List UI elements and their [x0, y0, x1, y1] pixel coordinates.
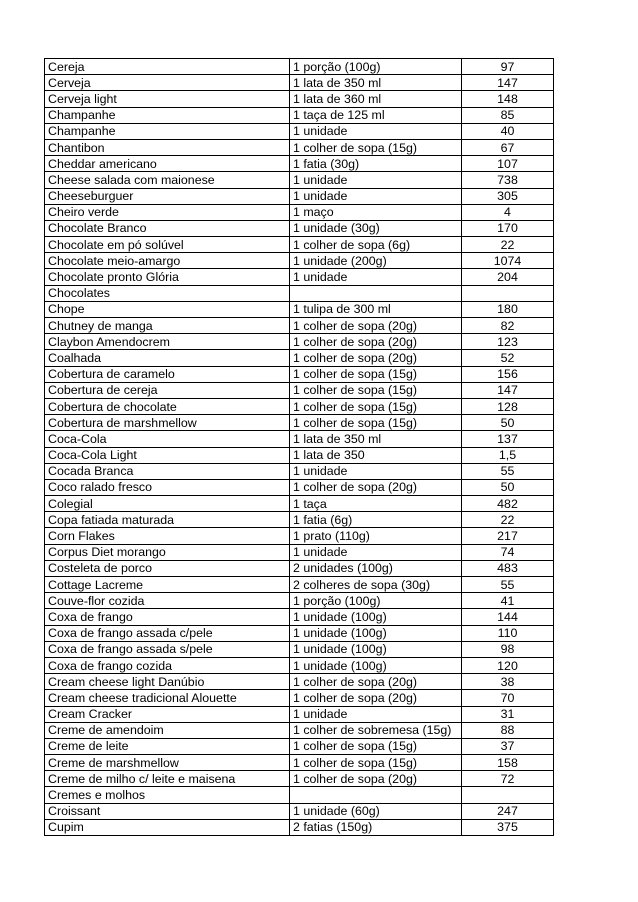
portion-cell: 2 fatias (150g)	[290, 819, 462, 835]
portion-cell: 1 colher de sopa (20g)	[290, 318, 462, 334]
table-row	[45, 366, 554, 382]
table-row	[45, 593, 554, 609]
calories-cell: 137	[462, 431, 554, 447]
food-name-cell: Creme de milho c/ leite e maisena	[45, 771, 290, 787]
calories-cell: 247	[462, 803, 554, 819]
table-row	[45, 722, 554, 738]
table-row	[45, 755, 554, 771]
calories-cell: 41	[462, 593, 554, 609]
calories-cell: 123	[462, 334, 554, 350]
food-name-cell: Couve-flor cozida	[45, 593, 290, 609]
food-name-cell: Cobertura de marshmellow	[45, 415, 290, 431]
table-row	[45, 156, 554, 172]
table-row	[45, 139, 554, 155]
calories-cell: 4	[462, 204, 554, 220]
food-name-cell: Coca-Cola	[45, 431, 290, 447]
table-row	[45, 91, 554, 107]
food-name-cell: Cottage Lacreme	[45, 577, 290, 593]
portion-cell: 1 lata de 350 ml	[290, 431, 462, 447]
table-row	[45, 415, 554, 431]
table-row	[45, 496, 554, 512]
portion-cell: 1 maço	[290, 204, 462, 220]
portion-cell: 1 unidade	[290, 463, 462, 479]
portion-cell: 1 colher de sopa (6g)	[290, 237, 462, 253]
calories-cell: 50	[462, 479, 554, 495]
table-row	[45, 75, 554, 91]
food-name-cell: Coxa de frango assada c/pele	[45, 625, 290, 641]
table-row	[45, 560, 554, 576]
portion-cell: 1 lata de 360 ml	[290, 91, 462, 107]
calories-cell: 147	[462, 75, 554, 91]
food-name-cell: Croissant	[45, 803, 290, 819]
calories-cell: 128	[462, 398, 554, 414]
food-name-cell: Cream Cracker	[45, 706, 290, 722]
food-name-cell: Chantibon	[45, 139, 290, 155]
food-name-cell: Chocolate pronto Glória	[45, 269, 290, 285]
table-row	[45, 318, 554, 334]
table-row	[45, 350, 554, 366]
calories-cell: 148	[462, 91, 554, 107]
portion-cell: 1 lata de 350	[290, 447, 462, 463]
food-name-cell: Cupim	[45, 819, 290, 835]
food-name-cell: Claybon Amendocrem	[45, 334, 290, 350]
food-name-cell: Creme de leite	[45, 738, 290, 754]
calories-cell: 74	[462, 544, 554, 560]
table-row	[45, 803, 554, 819]
portion-cell: 1 colher de sopa (20g)	[290, 334, 462, 350]
table-row	[45, 528, 554, 544]
food-name-cell: Cerveja light	[45, 91, 290, 107]
table-row	[45, 431, 554, 447]
table-row	[45, 577, 554, 593]
calories-cell: 375	[462, 819, 554, 835]
food-name-cell: Cerveja	[45, 75, 290, 91]
calories-cell: 158	[462, 755, 554, 771]
table-row	[45, 690, 554, 706]
portion-cell: 1 porção (100g)	[290, 593, 462, 609]
table-row	[45, 220, 554, 236]
portion-cell: 1 colher de sopa (15g)	[290, 398, 462, 414]
portion-cell: 1 prato (110g)	[290, 528, 462, 544]
calories-cell: 482	[462, 496, 554, 512]
calories-cell: 483	[462, 560, 554, 576]
food-name-cell: Cereja	[45, 59, 290, 75]
calories-cell	[462, 787, 554, 803]
table-row	[45, 771, 554, 787]
table-row	[45, 787, 554, 803]
portion-cell: 1 lata de 350 ml	[290, 75, 462, 91]
table-body	[45, 59, 554, 836]
food-name-cell: Coca-Cola Light	[45, 447, 290, 463]
table-row	[45, 447, 554, 463]
calories-cell: 738	[462, 172, 554, 188]
calories-cell: 170	[462, 220, 554, 236]
table-row	[45, 123, 554, 139]
food-name-cell: Chocolate Branco	[45, 220, 290, 236]
calorie-table	[44, 58, 554, 836]
portion-cell: 1 tulipa de 300 ml	[290, 301, 462, 317]
portion-cell: 1 unidade (100g)	[290, 641, 462, 657]
food-name-cell: Chope	[45, 301, 290, 317]
portion-cell: 1 taça	[290, 496, 462, 512]
table-row	[45, 204, 554, 220]
portion-cell: 1 unidade (200g)	[290, 253, 462, 269]
portion-cell: 1 unidade	[290, 123, 462, 139]
table-row	[45, 819, 554, 835]
calories-cell: 82	[462, 318, 554, 334]
food-name-cell: Champanhe	[45, 123, 290, 139]
portion-cell	[290, 787, 462, 803]
calories-cell: 31	[462, 706, 554, 722]
food-name-cell: Chutney de manga	[45, 318, 290, 334]
food-name-cell: Corn Flakes	[45, 528, 290, 544]
portion-cell: 1 colher de sobremesa (15g)	[290, 722, 462, 738]
food-name-cell: Cheddar americano	[45, 156, 290, 172]
table-row	[45, 609, 554, 625]
table-row	[45, 301, 554, 317]
calories-cell: 1074	[462, 253, 554, 269]
table-row	[45, 657, 554, 673]
portion-cell: 1 colher de sopa (20g)	[290, 690, 462, 706]
calories-cell: 52	[462, 350, 554, 366]
calories-cell: 180	[462, 301, 554, 317]
food-name-cell: Cream cheese tradicional Alouette	[45, 690, 290, 706]
food-name-cell: Colegial	[45, 496, 290, 512]
portion-cell: 1 colher de sopa (15g)	[290, 139, 462, 155]
calories-cell: 70	[462, 690, 554, 706]
food-name-cell: Copa fatiada maturada	[45, 512, 290, 528]
calories-cell: 217	[462, 528, 554, 544]
calories-cell: 305	[462, 188, 554, 204]
table-row	[45, 237, 554, 253]
portion-cell	[290, 285, 462, 301]
table-row	[45, 674, 554, 690]
calories-cell: 120	[462, 657, 554, 673]
food-name-cell: Chocolates	[45, 285, 290, 301]
portion-cell: 2 unidades (100g)	[290, 560, 462, 576]
calories-cell: 22	[462, 512, 554, 528]
table-row	[45, 269, 554, 285]
portion-cell: 1 unidade (100g)	[290, 625, 462, 641]
calories-cell: 22	[462, 237, 554, 253]
portion-cell: 1 colher de sopa (15g)	[290, 755, 462, 771]
table-row	[45, 107, 554, 123]
portion-cell: 1 fatia (30g)	[290, 156, 462, 172]
food-name-cell: Cheiro verde	[45, 204, 290, 220]
food-name-cell: Creme de marshmellow	[45, 755, 290, 771]
food-name-cell: Corpus Diet morango	[45, 544, 290, 560]
table-row	[45, 398, 554, 414]
calories-cell: 55	[462, 577, 554, 593]
food-name-cell: Chocolate meio-amargo	[45, 253, 290, 269]
calories-cell: 37	[462, 738, 554, 754]
calories-cell: 97	[462, 59, 554, 75]
portion-cell: 1 unidade (100g)	[290, 657, 462, 673]
food-name-cell: Chocolate em pó solúvel	[45, 237, 290, 253]
food-name-cell: Cobertura de caramelo	[45, 366, 290, 382]
food-name-cell: Coco ralado fresco	[45, 479, 290, 495]
calories-cell: 1,5	[462, 447, 554, 463]
table-row	[45, 641, 554, 657]
food-name-cell: Cream cheese light Danúbio	[45, 674, 290, 690]
table-row	[45, 285, 554, 301]
portion-cell: 1 colher de sopa (20g)	[290, 771, 462, 787]
portion-cell: 1 unidade (100g)	[290, 609, 462, 625]
food-name-cell: Costeleta de porco	[45, 560, 290, 576]
calories-cell: 55	[462, 463, 554, 479]
portion-cell: 1 colher de sopa (15g)	[290, 415, 462, 431]
portion-cell: 1 unidade	[290, 544, 462, 560]
calories-cell: 85	[462, 107, 554, 123]
table-row	[45, 463, 554, 479]
calories-cell: 110	[462, 625, 554, 641]
food-name-cell: Cocada Branca	[45, 463, 290, 479]
portion-cell: 1 unidade (60g)	[290, 803, 462, 819]
calories-cell: 72	[462, 771, 554, 787]
food-name-cell: Cobertura de cereja	[45, 382, 290, 398]
food-name-cell: Coxa de frango assada s/pele	[45, 641, 290, 657]
portion-cell: 1 unidade	[290, 706, 462, 722]
calories-cell: 144	[462, 609, 554, 625]
portion-cell: 1 colher de sopa (20g)	[290, 479, 462, 495]
calories-cell: 147	[462, 382, 554, 398]
calories-cell: 50	[462, 415, 554, 431]
food-name-cell: Creme de amendoim	[45, 722, 290, 738]
table-row	[45, 172, 554, 188]
portion-cell: 1 colher de sopa (20g)	[290, 674, 462, 690]
table-row	[45, 544, 554, 560]
portion-cell: 1 colher de sopa (15g)	[290, 738, 462, 754]
food-name-cell: Cheeseburguer	[45, 188, 290, 204]
food-name-cell: Coxa de frango	[45, 609, 290, 625]
food-name-cell: Champanhe	[45, 107, 290, 123]
table-row	[45, 334, 554, 350]
portion-cell: 1 unidade	[290, 188, 462, 204]
food-name-cell: Coalhada	[45, 350, 290, 366]
calories-cell: 156	[462, 366, 554, 382]
table-row	[45, 479, 554, 495]
portion-cell: 1 unidade (30g)	[290, 220, 462, 236]
food-name-cell: Cobertura de chocolate	[45, 398, 290, 414]
table-row	[45, 625, 554, 641]
calories-cell: 38	[462, 674, 554, 690]
table-row	[45, 512, 554, 528]
table-row	[45, 253, 554, 269]
portion-cell: 1 colher de sopa (20g)	[290, 350, 462, 366]
calories-cell: 107	[462, 156, 554, 172]
calories-cell: 67	[462, 139, 554, 155]
portion-cell: 1 unidade	[290, 269, 462, 285]
calories-cell: 40	[462, 123, 554, 139]
portion-cell: 1 colher de sopa (15g)	[290, 366, 462, 382]
portion-cell: 2 colheres de sopa (30g)	[290, 577, 462, 593]
table-row	[45, 188, 554, 204]
table-row	[45, 706, 554, 722]
portion-cell: 1 unidade	[290, 172, 462, 188]
calories-cell: 204	[462, 269, 554, 285]
portion-cell: 1 colher de sopa (15g)	[290, 382, 462, 398]
table-row	[45, 59, 554, 75]
table-row	[45, 738, 554, 754]
calories-cell	[462, 285, 554, 301]
portion-cell: 1 fatia (6g)	[290, 512, 462, 528]
food-name-cell: Cremes e molhos	[45, 787, 290, 803]
table-row	[45, 382, 554, 398]
food-name-cell: Cheese salada com maionese	[45, 172, 290, 188]
calories-cell: 98	[462, 641, 554, 657]
food-name-cell: Coxa de frango cozida	[45, 657, 290, 673]
portion-cell: 1 porção (100g)	[290, 59, 462, 75]
portion-cell: 1 taça de 125 ml	[290, 107, 462, 123]
calories-cell: 88	[462, 722, 554, 738]
